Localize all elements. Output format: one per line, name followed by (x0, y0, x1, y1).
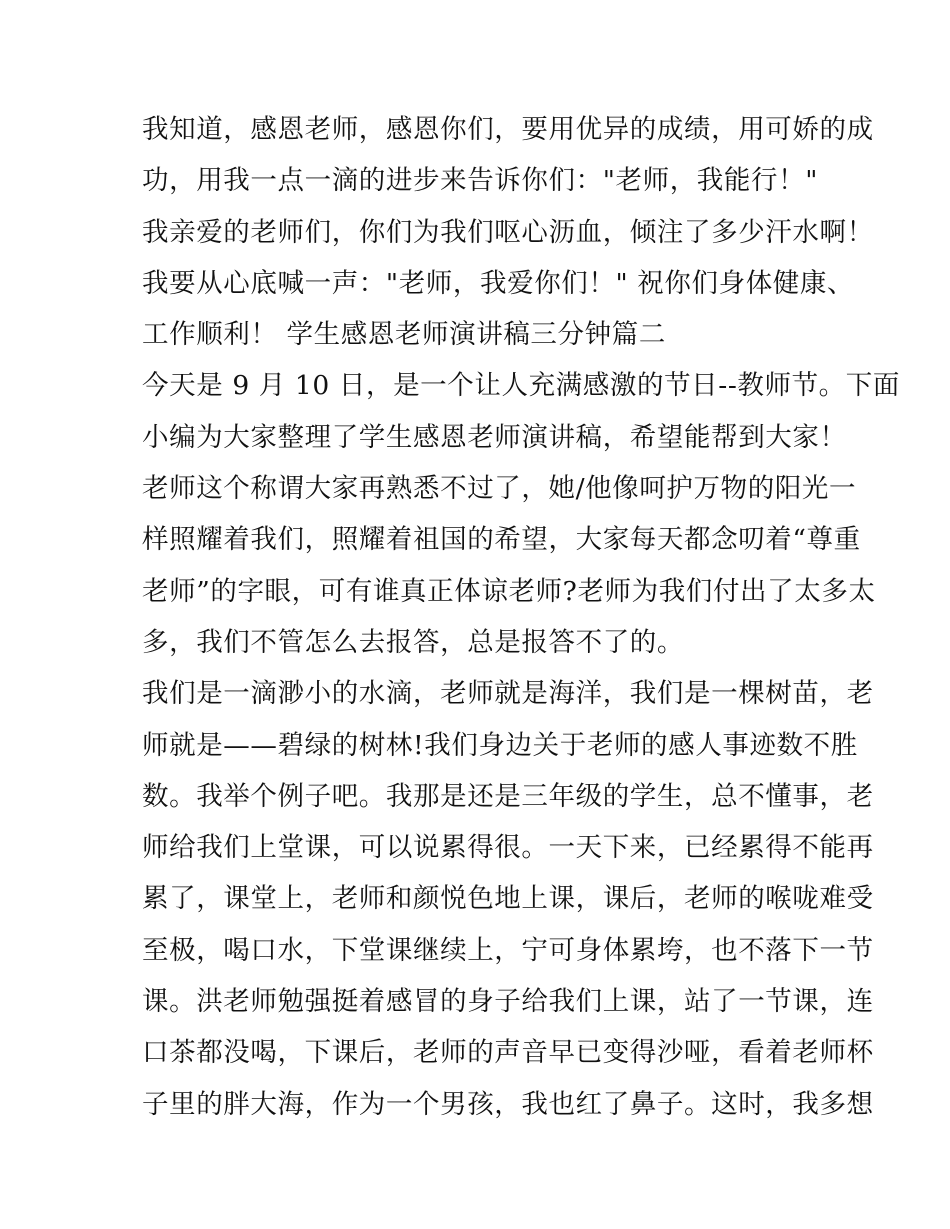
text-line: 至极，喝口水，下堂课继续上，宁可身体累垮，也不落下一节 (142, 934, 874, 966)
text-line: 我要从心底喊一声："老师，我爱你们！" 祝你们身体健康、 (142, 267, 855, 299)
text-line: 老师这个称谓大家再熟悉不过了，她/他像呵护万物的阳光一 (142, 473, 857, 505)
text-line: 我亲爱的老师们，你们为我们呕心沥血，倾注了多少汗水啊！ (142, 216, 874, 248)
text-line: 小编为大家整理了学生感恩老师演讲稿，希望能帮到大家！ (142, 421, 847, 453)
document-body (142, 104, 900, 1130)
text-line: 师给我们上堂课，可以说累得很。一天下来，已经累得不能再 (142, 832, 874, 864)
text-line: 我知道，感恩老师，感恩你们，要用优异的成绩，用可娇的成 (142, 114, 874, 145)
text-line: 子里的胖大海，作为一个男孩，我也红了鼻子。这时，我多想 (142, 1088, 874, 1120)
text-line: 老师”的字眼，可有谁真正体谅老师?老师为我们付出了太多太 (142, 575, 876, 607)
text-line: 师就是——碧绿的树林!我们身边关于老师的感人事迹数不胜 (142, 729, 858, 761)
text-line: 工作顺利！ 学生感恩老师演讲稿三分钟篇二 (142, 319, 666, 351)
text-line: 累了，课堂上，老师和颜悦色地上课，课后，老师的喉咙难受 (142, 883, 874, 915)
text-line: 口茶都没喝，下课后，老师的声音早已变得沙哑，看着老师杯 (142, 1037, 874, 1069)
text-line: 数。我举个例子吧。我那是还是三年级的学生，总不懂事，老 (142, 780, 874, 812)
text-line: 今天是 9 月 10 日，是一个让人充满感激的节日--教师节。下面 (142, 370, 900, 402)
text-line: 课。洪老师勉强挺着感冒的身子给我们上课，站了一节课，连 (142, 986, 874, 1018)
text-line: 功，用我一点一滴的进步来告诉你们："老师，我能行！" (142, 165, 818, 197)
text-line: 我们是一滴渺小的水滴，老师就是海洋，我们是一棵树苗，老 (142, 678, 874, 710)
text-line: 样照耀着我们，照耀着祖国的希望，大家每天都念叨着“尊重 (142, 524, 861, 556)
text-line: 多，我们不管怎么去报答，总是报答不了的。 (142, 626, 684, 658)
